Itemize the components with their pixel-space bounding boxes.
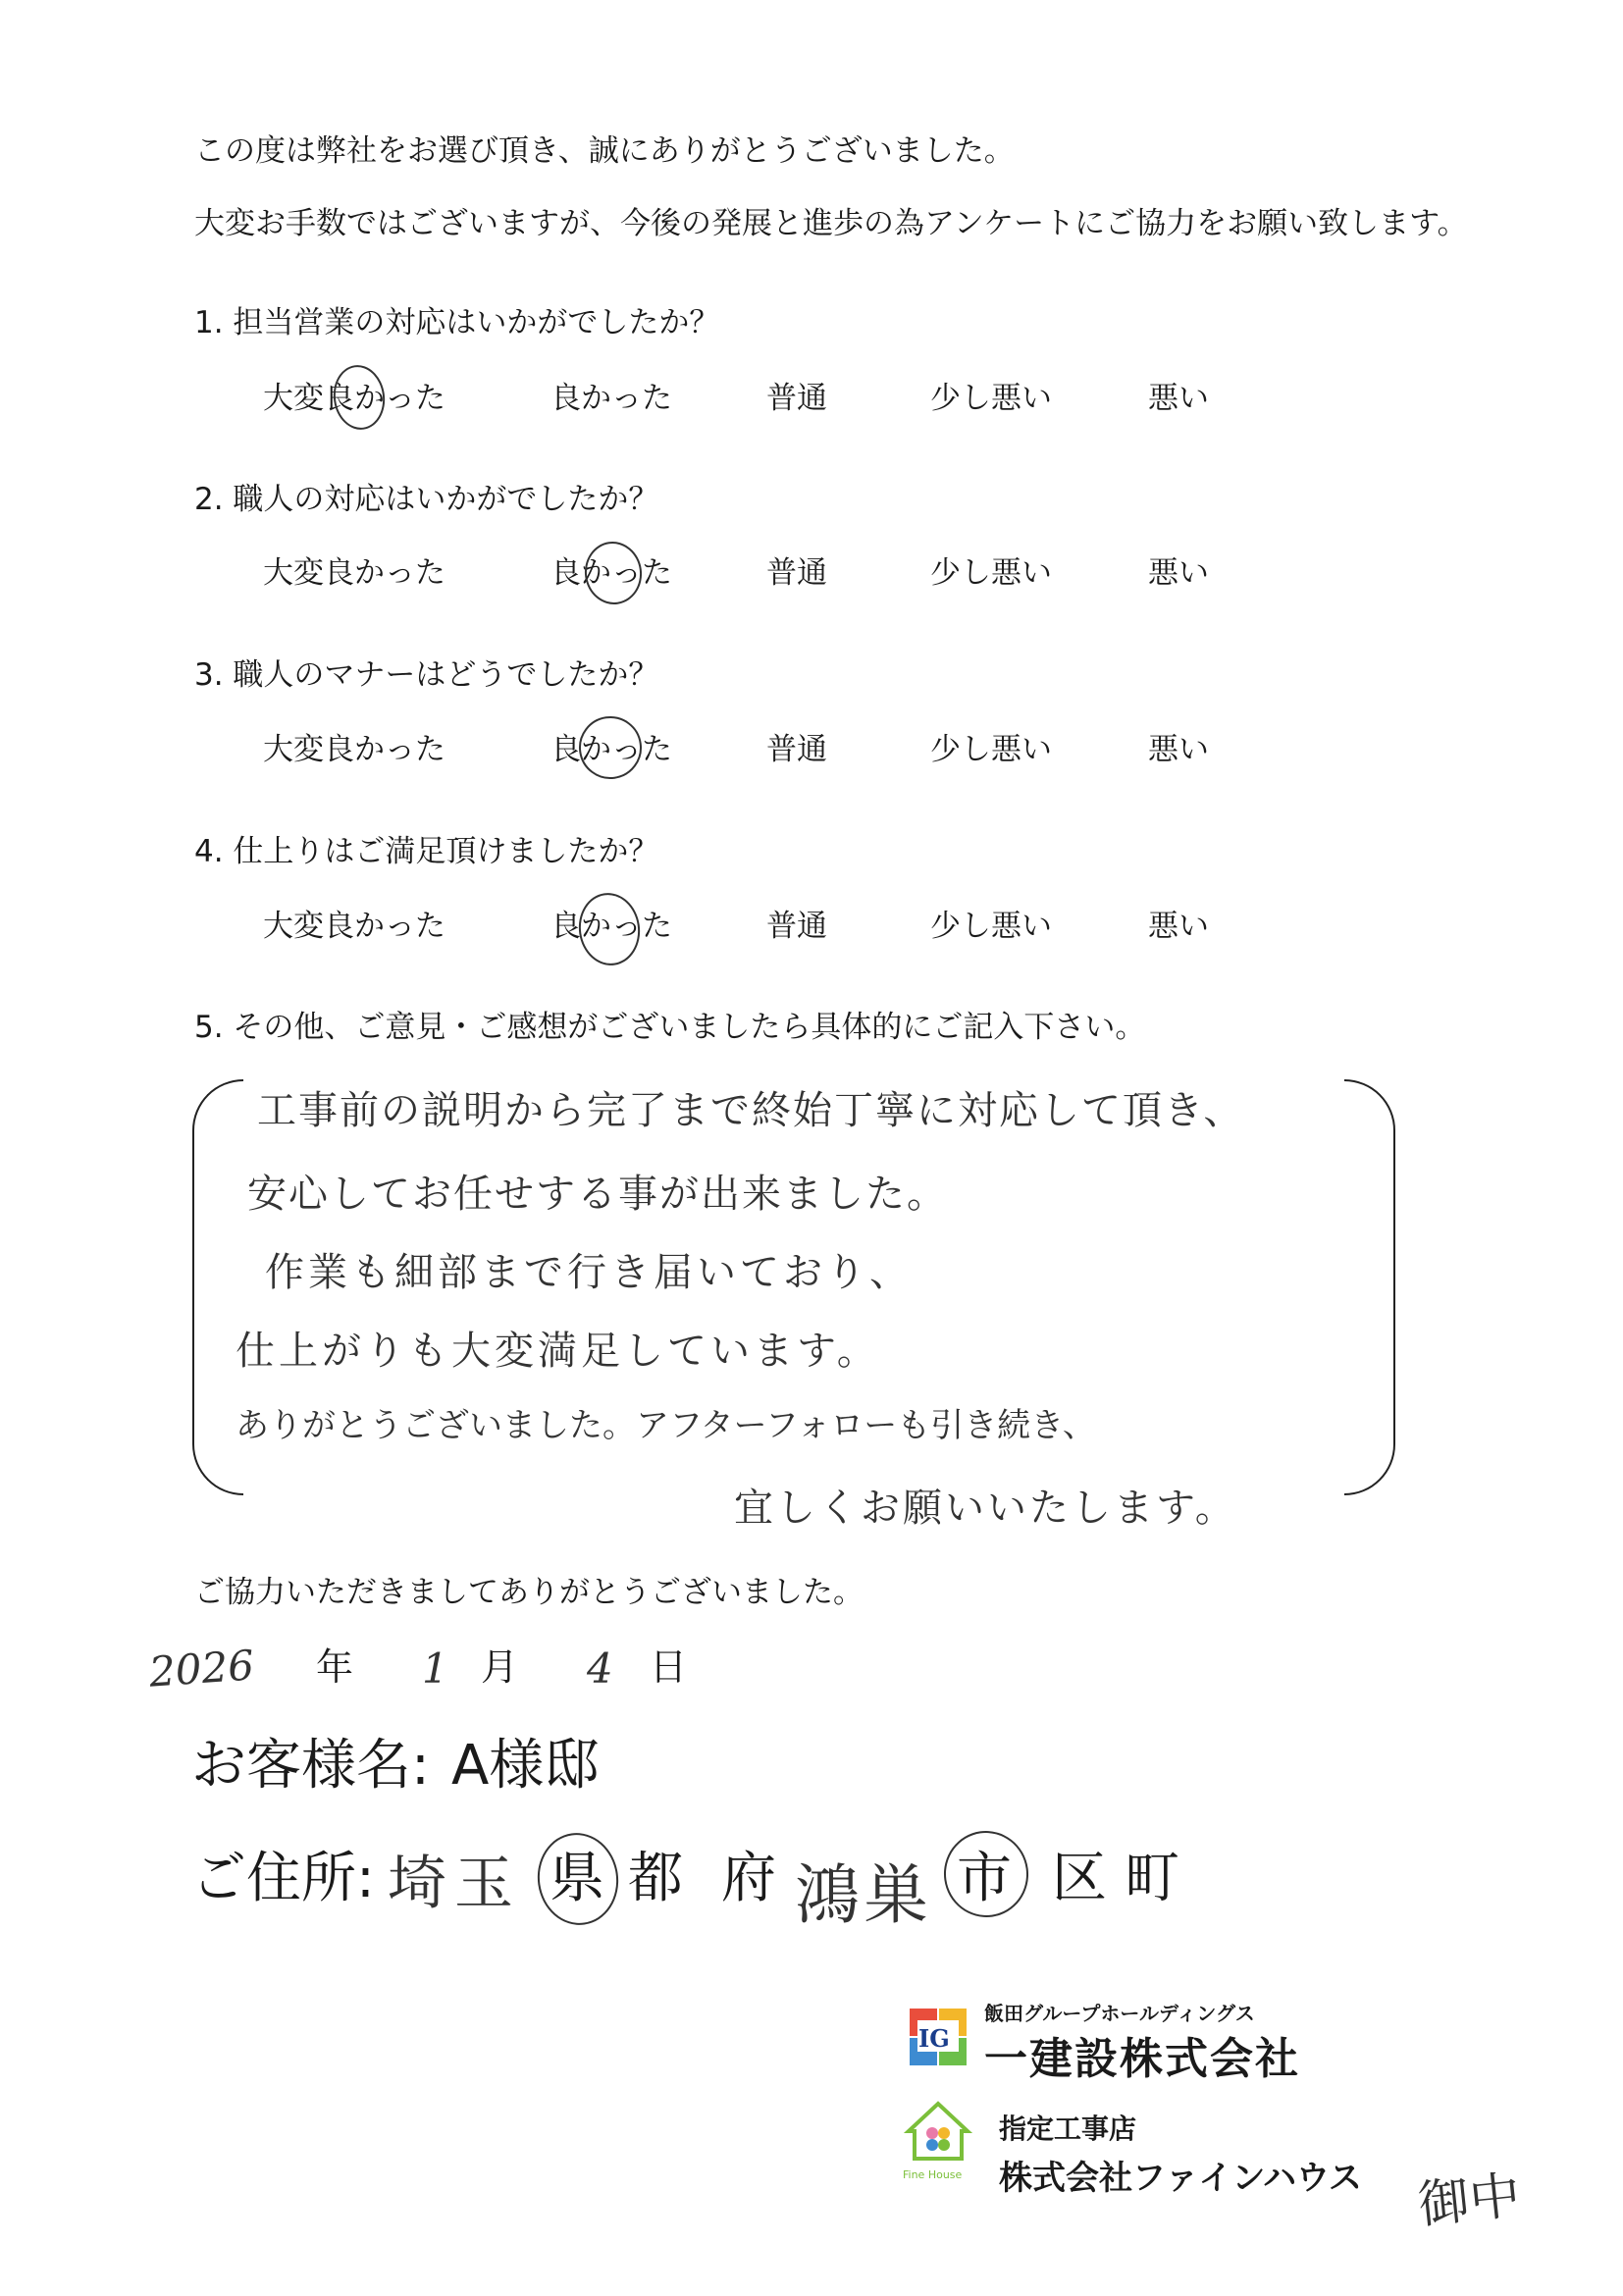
question-5: 5. その他、ご意見・ご感想がございましたら具体的にご記入下さい。 bbox=[194, 1010, 1146, 1045]
house-logo-icon bbox=[903, 2098, 973, 2172]
q3-option-slightly-bad[interactable]: 少し悪い bbox=[930, 732, 1052, 767]
date-year-value: 2026 bbox=[147, 1641, 256, 1696]
q1-option-good[interactable]: 良かった bbox=[550, 381, 672, 416]
q2-option-bad[interactable]: 悪い bbox=[1148, 555, 1209, 591]
q3-selection-circle bbox=[575, 712, 646, 783]
intro-line-2: 大変お手数ではございますが、今後の発展と進歩の為アンケートにご協力をお願い致します。 bbox=[194, 206, 1468, 241]
address-label: ご住所: bbox=[191, 1847, 375, 1910]
address-pref-option-fu[interactable]: 府 bbox=[721, 1847, 776, 1910]
q4-option-bad[interactable]: 悪い bbox=[1148, 909, 1209, 944]
q2-option-slightly-bad[interactable]: 少し悪い bbox=[930, 555, 1052, 591]
address-prefecture-value: 埼玉 bbox=[388, 1850, 521, 1918]
address-pref-circle bbox=[532, 1828, 624, 1930]
q2-option-very-good[interactable]: 大変良かった bbox=[263, 555, 445, 591]
question-2: 2. 職人の対応はいかがでしたか？ bbox=[194, 482, 659, 517]
address-city-circle bbox=[938, 1825, 1033, 1922]
date-day-value: 4 bbox=[587, 1644, 613, 1693]
fine-house-logo-text: Fine House bbox=[903, 2168, 963, 2181]
customer-name-label: お客様名: bbox=[191, 1734, 430, 1798]
question-1: 1. 担当営業の対応はいかがでしたか？ bbox=[194, 305, 720, 340]
intro-line-1: この度は弊社をお選び頂き、誠にありがとうございました。 bbox=[194, 133, 1015, 169]
q1-option-normal[interactable]: 普通 bbox=[766, 381, 827, 416]
comment-line-4: 仕上がりも大変満足しています。 bbox=[236, 1329, 880, 1374]
thanks-text: ご協力いただきましてありがとうございました。 bbox=[194, 1575, 864, 1610]
q1-option-bad[interactable]: 悪い bbox=[1148, 381, 1209, 416]
q4-option-slightly-bad[interactable]: 少し悪い bbox=[930, 909, 1052, 944]
question-3: 3. 職人のマナーはどうでしたか？ bbox=[194, 657, 659, 693]
address-city-option-ku[interactable]: 区 bbox=[1052, 1847, 1107, 1910]
date-day-label: 日 bbox=[650, 1645, 688, 1689]
q4-option-good[interactable]: 良かった bbox=[550, 909, 672, 944]
address-city-option-cho[interactable]: 町 bbox=[1125, 1847, 1179, 1910]
q4-option-normal[interactable]: 普通 bbox=[766, 909, 827, 944]
comment-line-1: 工事前の説明から完了まで終始丁寧に対応して頂き、 bbox=[257, 1088, 1245, 1133]
honorific-handwritten: 御中 bbox=[1415, 2166, 1524, 2236]
comment-line-5: ありがとうございました。アフターフォローも引き続き、 bbox=[236, 1406, 1096, 1445]
customer-name-value: A様邸 bbox=[451, 1734, 600, 1798]
q3-option-bad[interactable]: 悪い bbox=[1148, 732, 1209, 767]
comment-line-2: 安心してお任せする事が出来ました。 bbox=[247, 1172, 948, 1217]
comment-bracket-right bbox=[1344, 1079, 1395, 1495]
question-4: 4. 仕上りはご満足頂けましたか？ bbox=[194, 834, 659, 869]
q3-option-normal[interactable]: 普通 bbox=[766, 732, 827, 767]
address-city-value: 鴻巣 bbox=[795, 1857, 932, 1933]
q2-option-normal[interactable]: 普通 bbox=[766, 555, 827, 591]
company-name: 一建設株式会社 bbox=[984, 2034, 1300, 2084]
ig-logo-letters: IG bbox=[918, 2024, 950, 2053]
partner-company-name: 株式会社ファインハウス bbox=[999, 2159, 1362, 2198]
group-name: 飯田グループホールディングス bbox=[984, 2002, 1255, 2025]
address-pref-option-ken[interactable]: 県 bbox=[550, 1847, 604, 1910]
comment-line-3: 作業も細部まで行き届いており、 bbox=[265, 1250, 913, 1295]
q3-option-very-good[interactable]: 大変良かった bbox=[263, 732, 445, 767]
q1-option-slightly-bad[interactable]: 少し悪い bbox=[930, 381, 1052, 416]
comment-line-6: 宜しくお願いいたします。 bbox=[734, 1486, 1237, 1531]
address-pref-option-to[interactable]: 都 bbox=[628, 1847, 683, 1910]
address-city-option-shi[interactable]: 市 bbox=[957, 1847, 1012, 1910]
q3-option-good[interactable]: 良かった bbox=[550, 732, 672, 767]
q2-option-good[interactable]: 良かった bbox=[550, 555, 672, 591]
date-month-label: 月 bbox=[481, 1645, 519, 1689]
date-month-value: 1 bbox=[422, 1644, 448, 1693]
designated-label: 指定工事店 bbox=[999, 2113, 1137, 2145]
date-year-label: 年 bbox=[316, 1645, 354, 1689]
q4-option-very-good[interactable]: 大変良かった bbox=[263, 909, 445, 944]
q1-option-very-good[interactable]: 大変良かった bbox=[263, 381, 445, 416]
